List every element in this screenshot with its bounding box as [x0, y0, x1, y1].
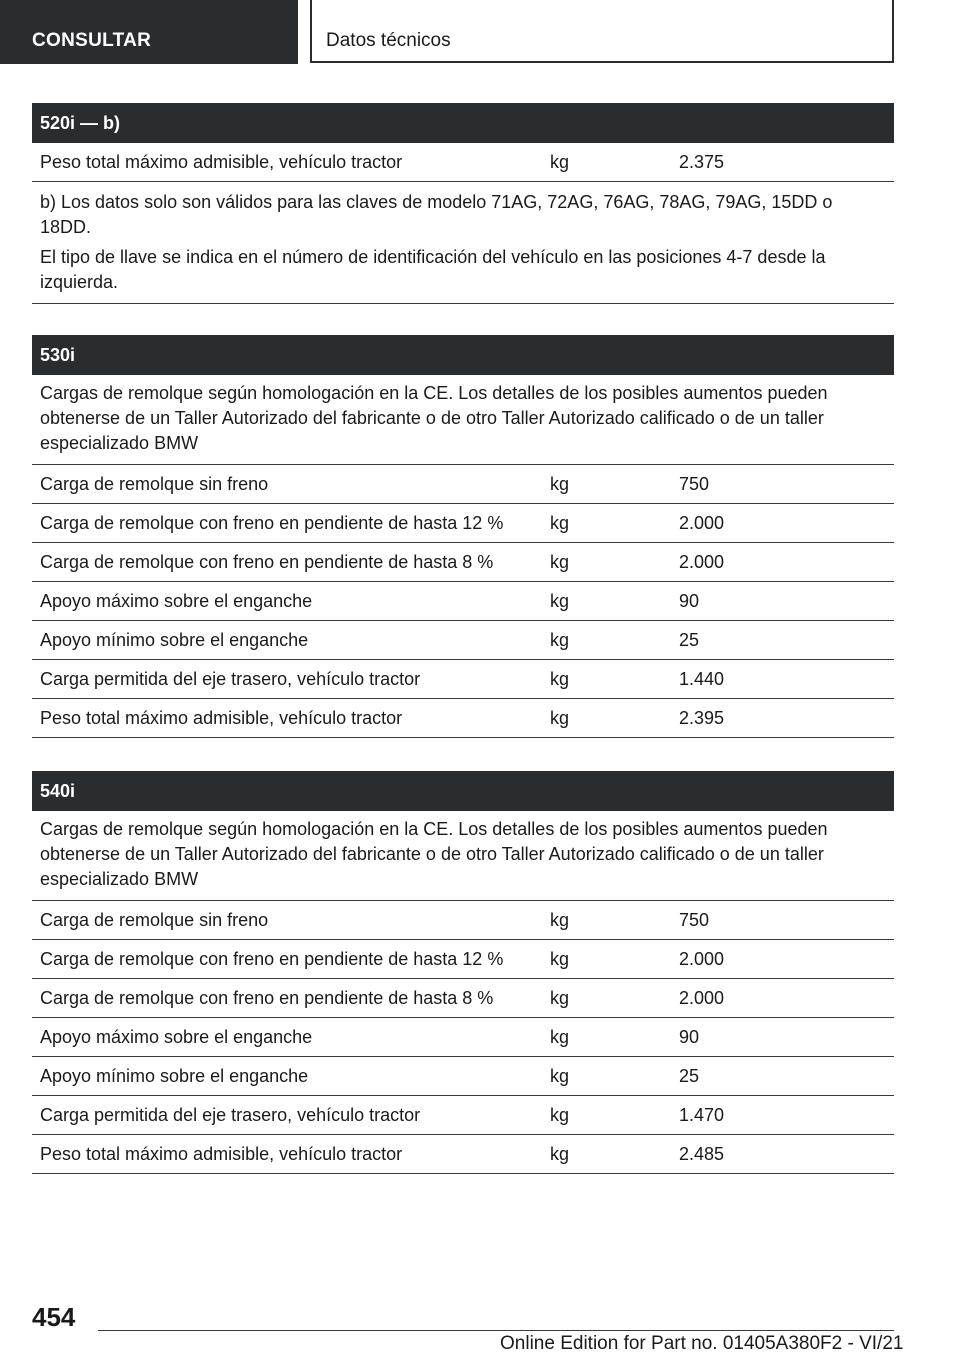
- row-value: 2.000: [679, 987, 725, 1008]
- row-label: Carga permitida del eje trasero, vehículo tractor: [40, 1104, 421, 1125]
- table-row: [32, 465, 894, 504]
- row-value: 25: [679, 1065, 700, 1086]
- row-unit: kg: [550, 629, 570, 650]
- row-label: Apoyo máximo sobre el enganche: [40, 1026, 313, 1047]
- table-row: [32, 543, 894, 582]
- table-row: [32, 1096, 894, 1135]
- row-value: 1.470: [679, 1104, 725, 1125]
- table-intro: Cargas de remolque según homologación en la CE. Los detalles de los posibles aumentos pueden obtenerse de un Taller Autorizado del fabricante o de otro Taller Autorizado calificado o de un taller especializado BMW: [32, 811, 894, 901]
- row-label: Peso total máximo admisible, vehículo tractor: [40, 707, 403, 728]
- table-row: [32, 504, 894, 543]
- footer-edition: Online Edition for Part no. 01405A380F2 - VI/21: [500, 1333, 904, 1354]
- chapter-title: Datos técnicos: [326, 30, 451, 51]
- row-value: 90: [679, 1026, 700, 1047]
- table-intro: Cargas de remolque según homologación en la CE. Los detalles de los posibles aumentos pueden obtenerse de un Taller Autorizado del fabricante o de otro Taller Autorizado calificado o de un taller especializado BMW: [32, 375, 894, 465]
- note-key-type: El tipo de llave se indica en el número de identificación del vehículo en las posiciones 4-7 desde la izquierda.: [40, 247, 826, 292]
- table-530i: [32, 335, 894, 738]
- table-row: [32, 582, 894, 621]
- row-unit: kg: [550, 987, 570, 1008]
- row-value: 25: [679, 629, 700, 650]
- row-value: 750: [679, 473, 710, 494]
- row-label: Apoyo mínimo sobre el enganche: [40, 1065, 309, 1086]
- row-value: 2.485: [679, 1143, 725, 1164]
- row-value: 2.000: [679, 948, 725, 969]
- row-value: 2.000: [679, 551, 725, 572]
- note-models: b) Los datos solo son válidos para las claves de modelo 71AG, 72AG, 76AG, 78AG, 79AG, 15DD o 18DD.: [40, 192, 833, 237]
- section-tab: [0, 0, 298, 64]
- row-unit: kg: [550, 512, 570, 533]
- table-title: 540i: [32, 771, 894, 811]
- table-row: [32, 1135, 894, 1174]
- chapter-tab: [310, 0, 894, 63]
- row-label: Peso total máximo admisible, vehículo tractor: [40, 151, 403, 172]
- row-label: Peso total máximo admisible, vehículo tractor: [40, 1143, 403, 1164]
- row-unit: kg: [550, 1104, 570, 1125]
- table-row: [32, 621, 894, 660]
- table-row: [32, 1018, 894, 1057]
- table-row: [32, 660, 894, 699]
- table-row: [32, 1057, 894, 1096]
- page-number: 454: [32, 1302, 76, 1332]
- table-540i: [32, 771, 894, 1174]
- row-unit: kg: [550, 668, 570, 689]
- table-title: 520i — b): [32, 103, 894, 143]
- row-label: Carga de remolque con freno en pendiente de hasta 12 %: [40, 948, 504, 969]
- row-unit: kg: [550, 948, 570, 969]
- row-value: 1.440: [679, 668, 725, 689]
- row-unit: kg: [550, 151, 570, 172]
- row-unit: kg: [550, 473, 570, 494]
- row-unit: kg: [550, 1065, 570, 1086]
- row-label: Carga de remolque sin freno: [40, 473, 269, 494]
- table-row: [32, 143, 894, 182]
- row-label: Carga de remolque con freno en pendiente de hasta 8 %: [40, 551, 494, 572]
- table-row: [32, 901, 894, 940]
- table-520i: [32, 103, 894, 304]
- table-row: [32, 979, 894, 1018]
- row-label: Carga de remolque sin freno: [40, 909, 269, 930]
- row-unit: kg: [550, 551, 570, 572]
- table-note: [32, 182, 894, 304]
- table-title: 530i: [32, 335, 894, 375]
- row-value: 2.000: [679, 512, 725, 533]
- table-row: [32, 940, 894, 979]
- footer-divider: [98, 1330, 894, 1331]
- row-value: 2.375: [679, 151, 725, 172]
- section-title: CONSULTAR: [32, 30, 152, 51]
- row-unit: kg: [550, 707, 570, 728]
- row-label: Carga de remolque con freno en pendiente de hasta 8 %: [40, 987, 494, 1008]
- row-unit: kg: [550, 1026, 570, 1047]
- row-unit: kg: [550, 1143, 570, 1164]
- row-value: 2.395: [679, 707, 725, 728]
- row-label: Apoyo mínimo sobre el enganche: [40, 629, 309, 650]
- table-row: [32, 699, 894, 738]
- row-unit: kg: [550, 909, 570, 930]
- row-value: 90: [679, 590, 700, 611]
- row-label: Apoyo máximo sobre el enganche: [40, 590, 313, 611]
- row-unit: kg: [550, 590, 570, 611]
- row-value: 750: [679, 909, 710, 930]
- row-label: Carga permitida del eje trasero, vehículo tractor: [40, 668, 421, 689]
- row-label: Carga de remolque con freno en pendiente de hasta 12 %: [40, 512, 504, 533]
